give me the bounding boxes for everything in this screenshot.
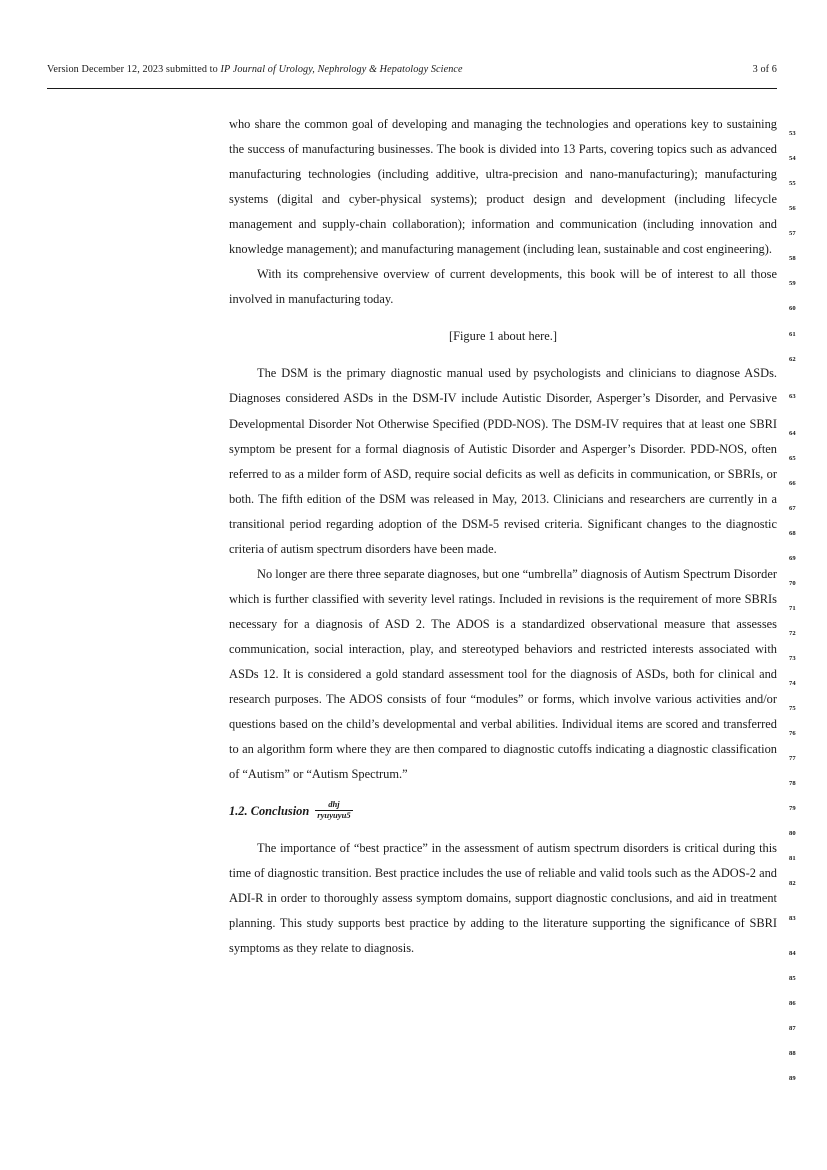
line-number: 72 xyxy=(789,630,796,637)
line-number: 76 xyxy=(789,730,796,737)
line-number: 85 xyxy=(789,975,796,982)
line-number: 57 xyxy=(789,230,796,237)
line-number: 62 xyxy=(789,356,796,363)
section-heading-conclusion xyxy=(229,799,777,824)
figure-placement-note: [Figure 1 about here.] xyxy=(448,329,558,344)
line-number: 64 xyxy=(789,430,796,437)
paragraph-dsm-overview: The DSM is the primary diagnostic manual used by psychologists and clinicians to diagnose ASDs. Diagnoses considered ASDs in the DSM-IV include Autistic Disorder, Asperger’s Disorder, and Pervasive Developmental Disorder Not Otherwise Specified (PDD-NOS). The DSM-IV requires that at least one SBRI symptom be present for a formal diagnosis of Autistic Disorder and Asperger’s Disorder. PDD-NOS, often referred to as a milder form of ASD, require social deficits as well as deficits in communication, or SBRIs, or both. The fifth edition of the DSM was released in May, 2013. Clinicians and researchers are currently in a transitional period regarding adoption of the DSM-5 revised criteria. Significant changes to the diagnostic criteria of autism spectrum disorders have been made. xyxy=(229,366,777,556)
paragraph-best-practice: The importance of “best practice” in the assessment of autism spectrum disorders is critical during this time of diagnostic transition. Best practice includes the use of reliable and valid tools such as the ADOS-2 and ADI-R in order to thoroughly assess symptom domains, support diagnostic conclusions, and aid in treatment planning. This study supports best practice by adding to the literature supporting the significance of SBRI symptoms as they relate to diagnosis. xyxy=(229,841,777,956)
line-number: 83 xyxy=(789,915,796,922)
line-number: 58 xyxy=(789,255,796,262)
spacer xyxy=(229,312,777,324)
header-divider-rule xyxy=(47,88,777,89)
line-number: 61 xyxy=(789,331,796,338)
paragraph-continuation: who share the common goal of developing and managing the technologies and operations key to sustaining the success of manufacturing businesses. The book is divided into 13 Parts, covering topics such as advanced manufacturing technologies (including additive, ultra-precision and nano-manufacturing); manufacturing systems (digital and cyber-physical systems); product design and development (including lifecycle management and supply-chain collaboration); information and communication (including innovation and knowledge management); and manufacturing management (including lean, sustainable and cost engineering). xyxy=(229,117,777,257)
line-number: 67 xyxy=(789,505,796,512)
line-number: 87 xyxy=(789,1025,796,1032)
line-number: 70 xyxy=(789,580,796,587)
paragraph-ados-overview: No longer are there three separate diagnoses, but one “umbrella” diagnosis of Autism Spectrum Disorder which is further classified with severity level ratings. Included in revisions is the requirement of more SBRIs necessary for a diagnosis of ASD 2. The ADOS is a standardized observational measure that assesses communication, social interaction, play, and stereotyped behaviors and restricted interests associated with ASDs 12. It is considered a gold standard assessment tool for the diagnosis of ASDs, both for clinical and research purposes. The ADOS consists of four “modules” or forms, which involve various activities and/or questions based on the child’s developmental and verbal abilities. Individual items are scored and transferred to an algorithm form where they are then compared to diagnostic cutoffs indicating a diagnostic classification of “Autism” or “Autism Spectrum.” xyxy=(229,566,777,782)
fraction-denominator: ryuyuyu5 xyxy=(317,810,351,821)
body-text-column xyxy=(229,112,777,962)
line-number: 60 xyxy=(789,305,796,312)
line-number: 54 xyxy=(789,155,796,162)
line-number: 74 xyxy=(789,680,796,687)
line-number: 68 xyxy=(789,530,796,537)
line-number: 84 xyxy=(789,950,796,957)
line-number: 77 xyxy=(789,755,796,762)
line-number: 86 xyxy=(789,1000,796,1007)
line-number: 53 xyxy=(789,130,796,137)
line-number: 59 xyxy=(789,280,796,287)
line-number: 66 xyxy=(789,480,796,487)
line-number: 80 xyxy=(789,830,796,837)
section-title: Conclusion xyxy=(250,804,310,819)
line-number: 78 xyxy=(789,780,796,787)
header-page-indicator: 3 of 6 xyxy=(752,64,777,75)
line-number: 81 xyxy=(789,855,796,862)
line-number: 79 xyxy=(789,805,796,812)
spacer xyxy=(229,824,777,836)
line-number: 63 xyxy=(789,393,796,400)
section-number: 1.2. xyxy=(229,804,248,819)
running-header xyxy=(47,64,777,84)
line-number: 82 xyxy=(789,880,796,887)
line-number: 56 xyxy=(789,205,796,212)
line-number: 69 xyxy=(789,555,796,562)
line-number: 75 xyxy=(789,705,796,712)
spacer xyxy=(229,787,777,799)
fraction-numerator: dhj xyxy=(328,798,340,809)
header-journal-title: IP Journal of Urology, Nephrology & Hepatology Science xyxy=(220,64,463,75)
line-number: 89 xyxy=(789,1075,796,1082)
line-number: 55 xyxy=(789,180,796,187)
spacer xyxy=(229,349,777,361)
paragraph-book-overview: With its comprehensive overview of current developments, this book will be of interest to all those involved in manufacturing today. xyxy=(229,267,777,307)
line-number: 88 xyxy=(789,1050,796,1057)
inline-fraction xyxy=(315,800,352,821)
line-number: 65 xyxy=(789,455,796,462)
line-number: 71 xyxy=(789,605,796,612)
header-version-line xyxy=(47,64,463,75)
line-number: 73 xyxy=(789,655,796,662)
header-version-prefix: Version December 12, 2023 submitted to xyxy=(47,64,221,75)
